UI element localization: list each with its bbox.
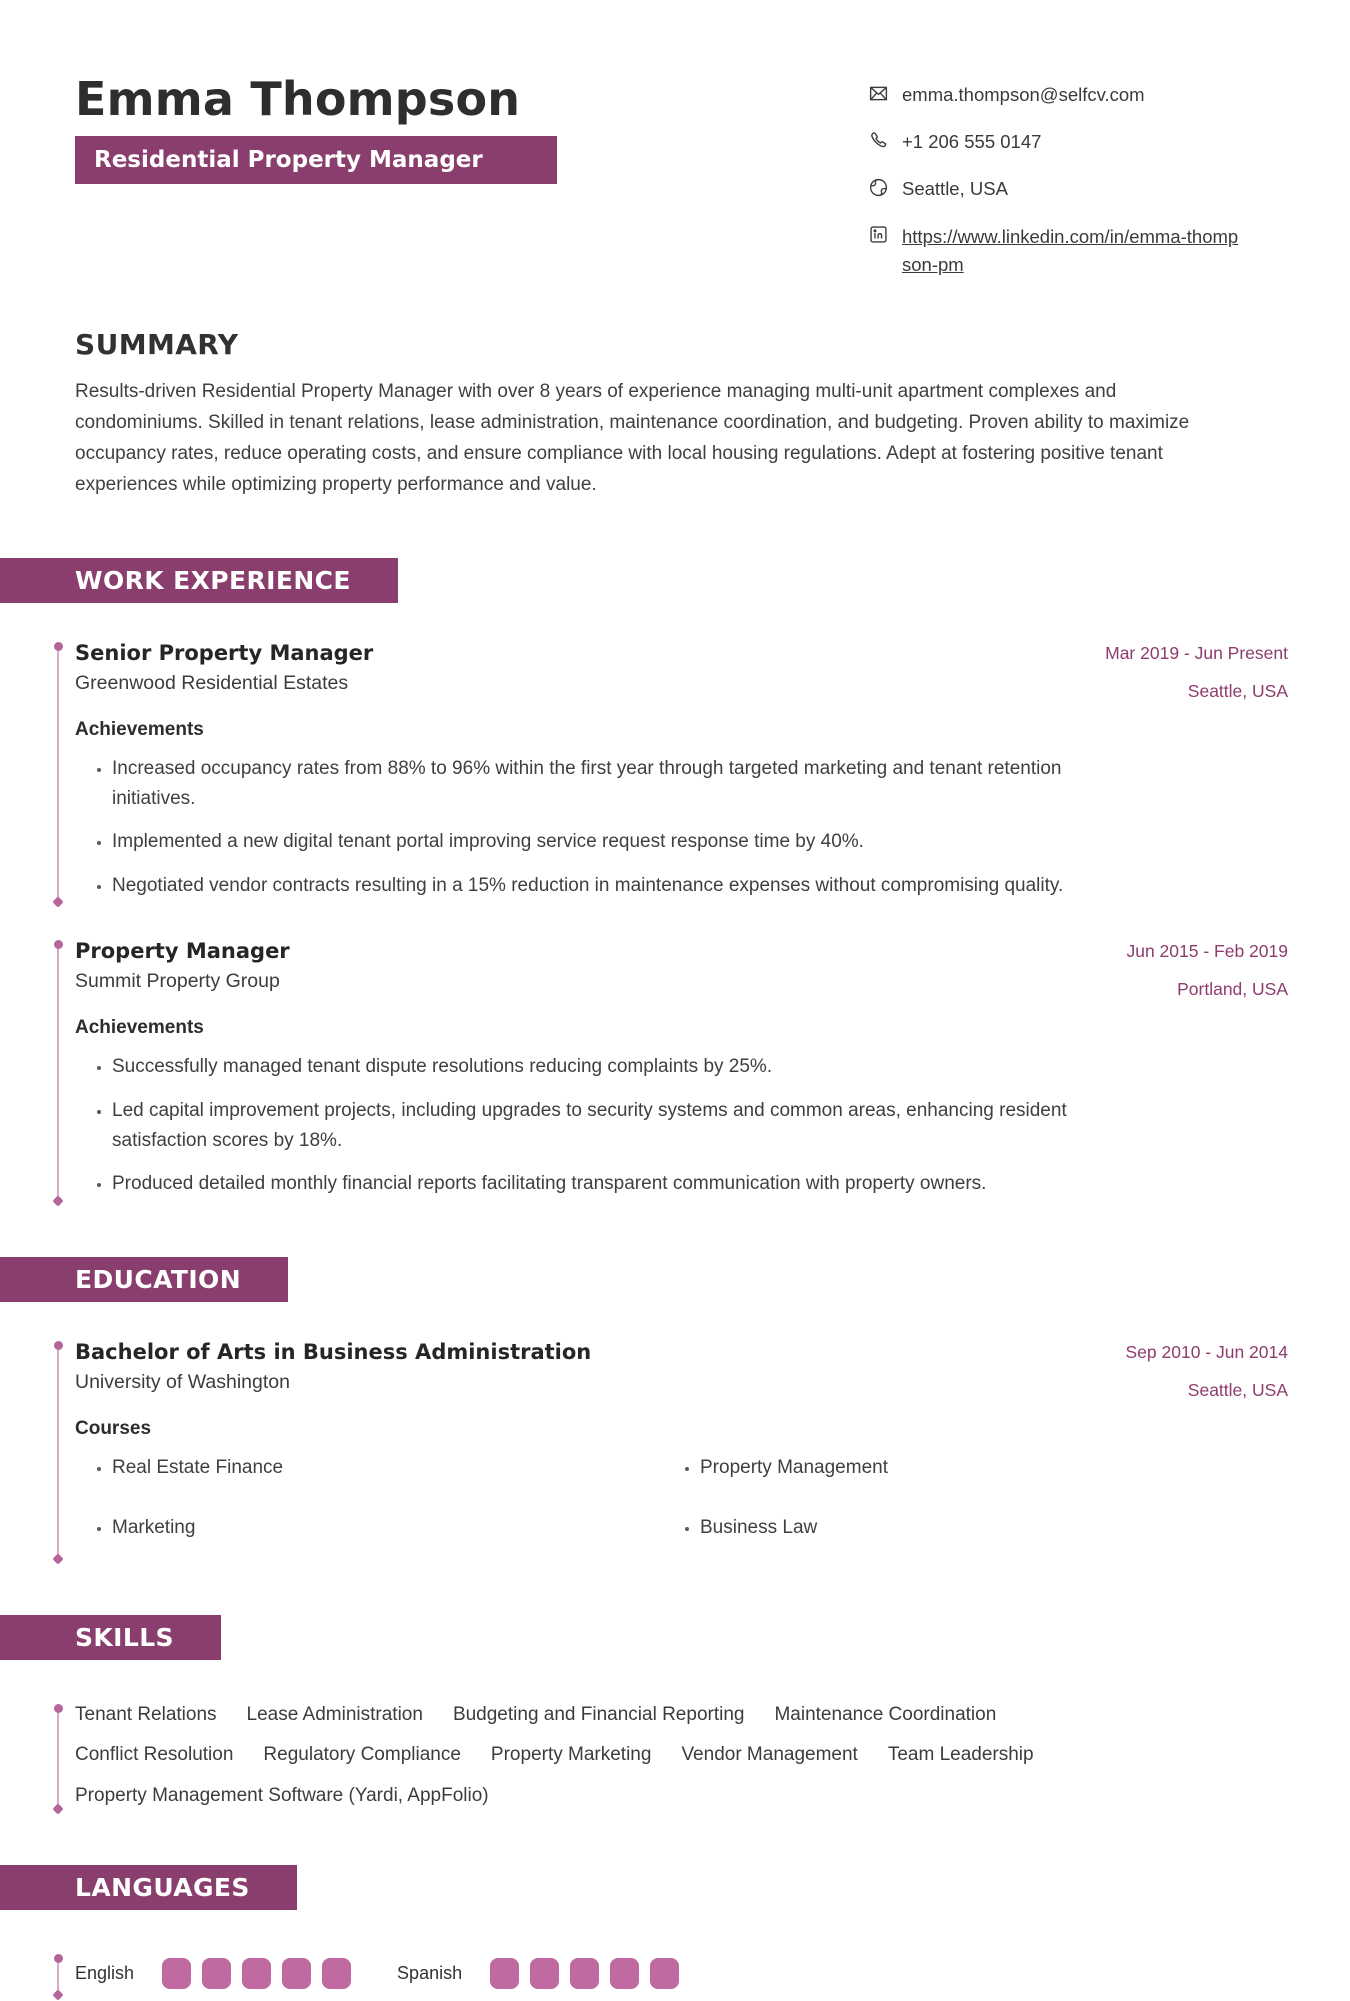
globe-icon	[868, 177, 889, 198]
timeline-diamond	[52, 897, 63, 908]
phone-icon	[868, 130, 889, 151]
language-level-squares	[490, 1958, 679, 1989]
contact-location-row	[868, 176, 1288, 202]
course-item: • Marketing	[112, 1513, 700, 1543]
linkedin-link[interactable]: https://www.linkedin.com/in/emma-thompson-pm	[902, 225, 1239, 276]
job-location: Portland, USA	[1177, 979, 1288, 1000]
linkedin-icon	[868, 224, 889, 245]
company-name: Summit Property Group	[75, 970, 280, 993]
skills-row	[75, 1702, 1288, 1728]
course-item: • Property Management	[700, 1453, 1288, 1483]
achievements-label: Achievements	[75, 1017, 204, 1039]
work-entry-meta	[1105, 640, 1288, 702]
achievement-item: • Negotiated vendor contracts resulting in a 15% reduction in maintenance expenses without compromising quality.	[112, 871, 1112, 901]
skill-item: Vendor Management	[681, 1744, 858, 1766]
courses-label: Courses	[75, 1417, 152, 1439]
timeline-diamond	[52, 1195, 63, 1206]
skill-item: Tenant Relations	[75, 1703, 217, 1725]
language-level-square	[490, 1958, 519, 1989]
job-title: Property Manager	[75, 939, 290, 964]
timeline-dot	[54, 940, 63, 949]
timeline-line	[57, 1349, 59, 1554]
achievements-list	[75, 754, 1288, 902]
summary-heading: SUMMARY	[75, 328, 239, 362]
timeline-diamond	[52, 1553, 63, 1564]
language-level-square	[162, 1958, 191, 1989]
work-entry	[75, 938, 1288, 1200]
achievement-item: • Implemented a new digital tenant portal improving service request response time by 40%.	[112, 827, 1112, 857]
language-level-square	[202, 1958, 231, 1989]
language-level-square	[650, 1958, 679, 1989]
languages-block	[75, 1952, 1288, 1994]
education-entry-titles	[75, 1339, 591, 1394]
job-dates: Mar 2019 - Jun Present	[1105, 642, 1288, 663]
achievement-item: • Led capital improvement projects, including upgrades to security systems and common areas, enhancing resident satisfaction scores by 18%.	[112, 1096, 1112, 1157]
skill-item: Maintenance Coordination	[774, 1703, 997, 1725]
work-entry-meta	[1126, 938, 1288, 1000]
timeline-diamond	[52, 1990, 63, 2001]
contact-email-row	[868, 82, 1288, 108]
timeline-line	[57, 1712, 59, 1805]
email-icon	[868, 83, 889, 104]
timeline-line	[57, 948, 59, 1196]
timeline-line	[57, 650, 59, 898]
skill-item: Lease Administration	[246, 1703, 423, 1725]
timeline-dot	[54, 1341, 63, 1350]
languages-banner: LANGUAGES	[0, 1865, 297, 1910]
job-title-badge: Residential Property Manager	[75, 136, 557, 184]
achievement-item: • Successfully managed tenant dispute resolutions reducing complaints by 25%.	[112, 1052, 1112, 1082]
work-entry-titles	[75, 640, 373, 695]
achievements-list	[75, 1052, 1288, 1200]
timeline-diamond	[52, 1804, 63, 1815]
language-name: English	[75, 1962, 135, 1983]
contact-email: emma.thompson@selfcv.com	[902, 84, 1145, 105]
courses-list	[75, 1453, 1288, 1558]
work-entry	[75, 640, 1288, 902]
language-name: Spanish	[397, 1962, 463, 1983]
language-level-square	[242, 1958, 271, 1989]
achievement-item: • Produced detailed monthly financial reports facilitating transparent communication with property owners.	[112, 1169, 1112, 1199]
person-name: Emma Thompson	[75, 72, 521, 126]
course-item: • Business Law	[700, 1513, 1288, 1543]
language-level-square	[530, 1958, 559, 1989]
language-level-square	[570, 1958, 599, 1989]
skill-item: Property Marketing	[490, 1744, 652, 1766]
timeline-line	[57, 1962, 59, 1990]
language-level-square	[322, 1958, 351, 1989]
skill-item: Team Leadership	[887, 1744, 1034, 1766]
language-level-squares	[162, 1958, 351, 1989]
education-dates: Sep 2010 - Jun 2014	[1125, 1341, 1288, 1362]
skills-banner: SKILLS	[0, 1615, 221, 1660]
skill-item: Conflict Resolution	[75, 1744, 234, 1766]
header	[75, 74, 1288, 280]
language-item	[397, 1958, 679, 1989]
contact-location-text-phone: +1 206 555 0147	[902, 130, 1042, 152]
identity-block	[75, 74, 557, 184]
education-entry-meta	[1126, 1339, 1289, 1401]
skills-block	[75, 1702, 1288, 1809]
summary-text: Results-driven Residential Property Manager with over 8 years of experience managing multi-unit apartment complexes and condominiums. Skilled in tenant relations, lease administration, maintenance coordination, and budgeting. Proven ability to maximize occupancy rates, reduce operating costs, and ensure compliance with local housing regulations. Adept at fostering positive tenant experiences while optimizing property performance and value.	[75, 381, 1190, 496]
work-entry-titles	[75, 938, 290, 993]
education-location: Seattle, USA	[1187, 1379, 1288, 1400]
job-title: Senior Property Manager	[75, 640, 374, 665]
contact-phone-row	[868, 129, 1288, 155]
company-name: Greenwood Residential Estates	[75, 671, 349, 694]
education-entry-head	[75, 1339, 1288, 1401]
contact-block	[868, 82, 1288, 280]
skills-row	[75, 1742, 1288, 1768]
achievements-label: Achievements	[75, 718, 204, 740]
skills-row	[75, 1783, 1288, 1809]
skill-item: Property Management Software (Yardi, AppFolio)	[75, 1784, 489, 1806]
timeline-dot	[54, 1954, 63, 1963]
contact-location: Seattle, USA	[902, 177, 1008, 199]
language-level-square	[610, 1958, 639, 1989]
language-item	[75, 1958, 351, 1989]
language-level-square	[282, 1958, 311, 1989]
education-banner: EDUCATION	[0, 1257, 288, 1302]
school-name: University of Washington	[75, 1371, 290, 1394]
work-entry-head	[75, 938, 1288, 1000]
work-entry-head	[75, 640, 1288, 702]
job-dates: Jun 2015 - Feb 2019	[1126, 941, 1288, 962]
timeline-dot	[54, 642, 63, 651]
skill-item: Budgeting and Financial Reporting	[452, 1703, 745, 1725]
contact-linkedin-row	[868, 223, 1288, 280]
achievement-item: • Increased occupancy rates from 88% to 96% within the first year through targeted marketing and tenant retention initiatives.	[112, 754, 1112, 815]
degree-title: Bachelor of Arts in Business Administration	[75, 1339, 592, 1364]
course-item: • Real Estate Finance	[112, 1453, 700, 1483]
work-experience-banner: WORK EXPERIENCE	[0, 558, 398, 603]
timeline-dot	[54, 1704, 63, 1713]
education-entry	[75, 1339, 1288, 1558]
skill-item: Regulatory Compliance	[263, 1744, 461, 1766]
job-location: Seattle, USA	[1187, 680, 1288, 701]
